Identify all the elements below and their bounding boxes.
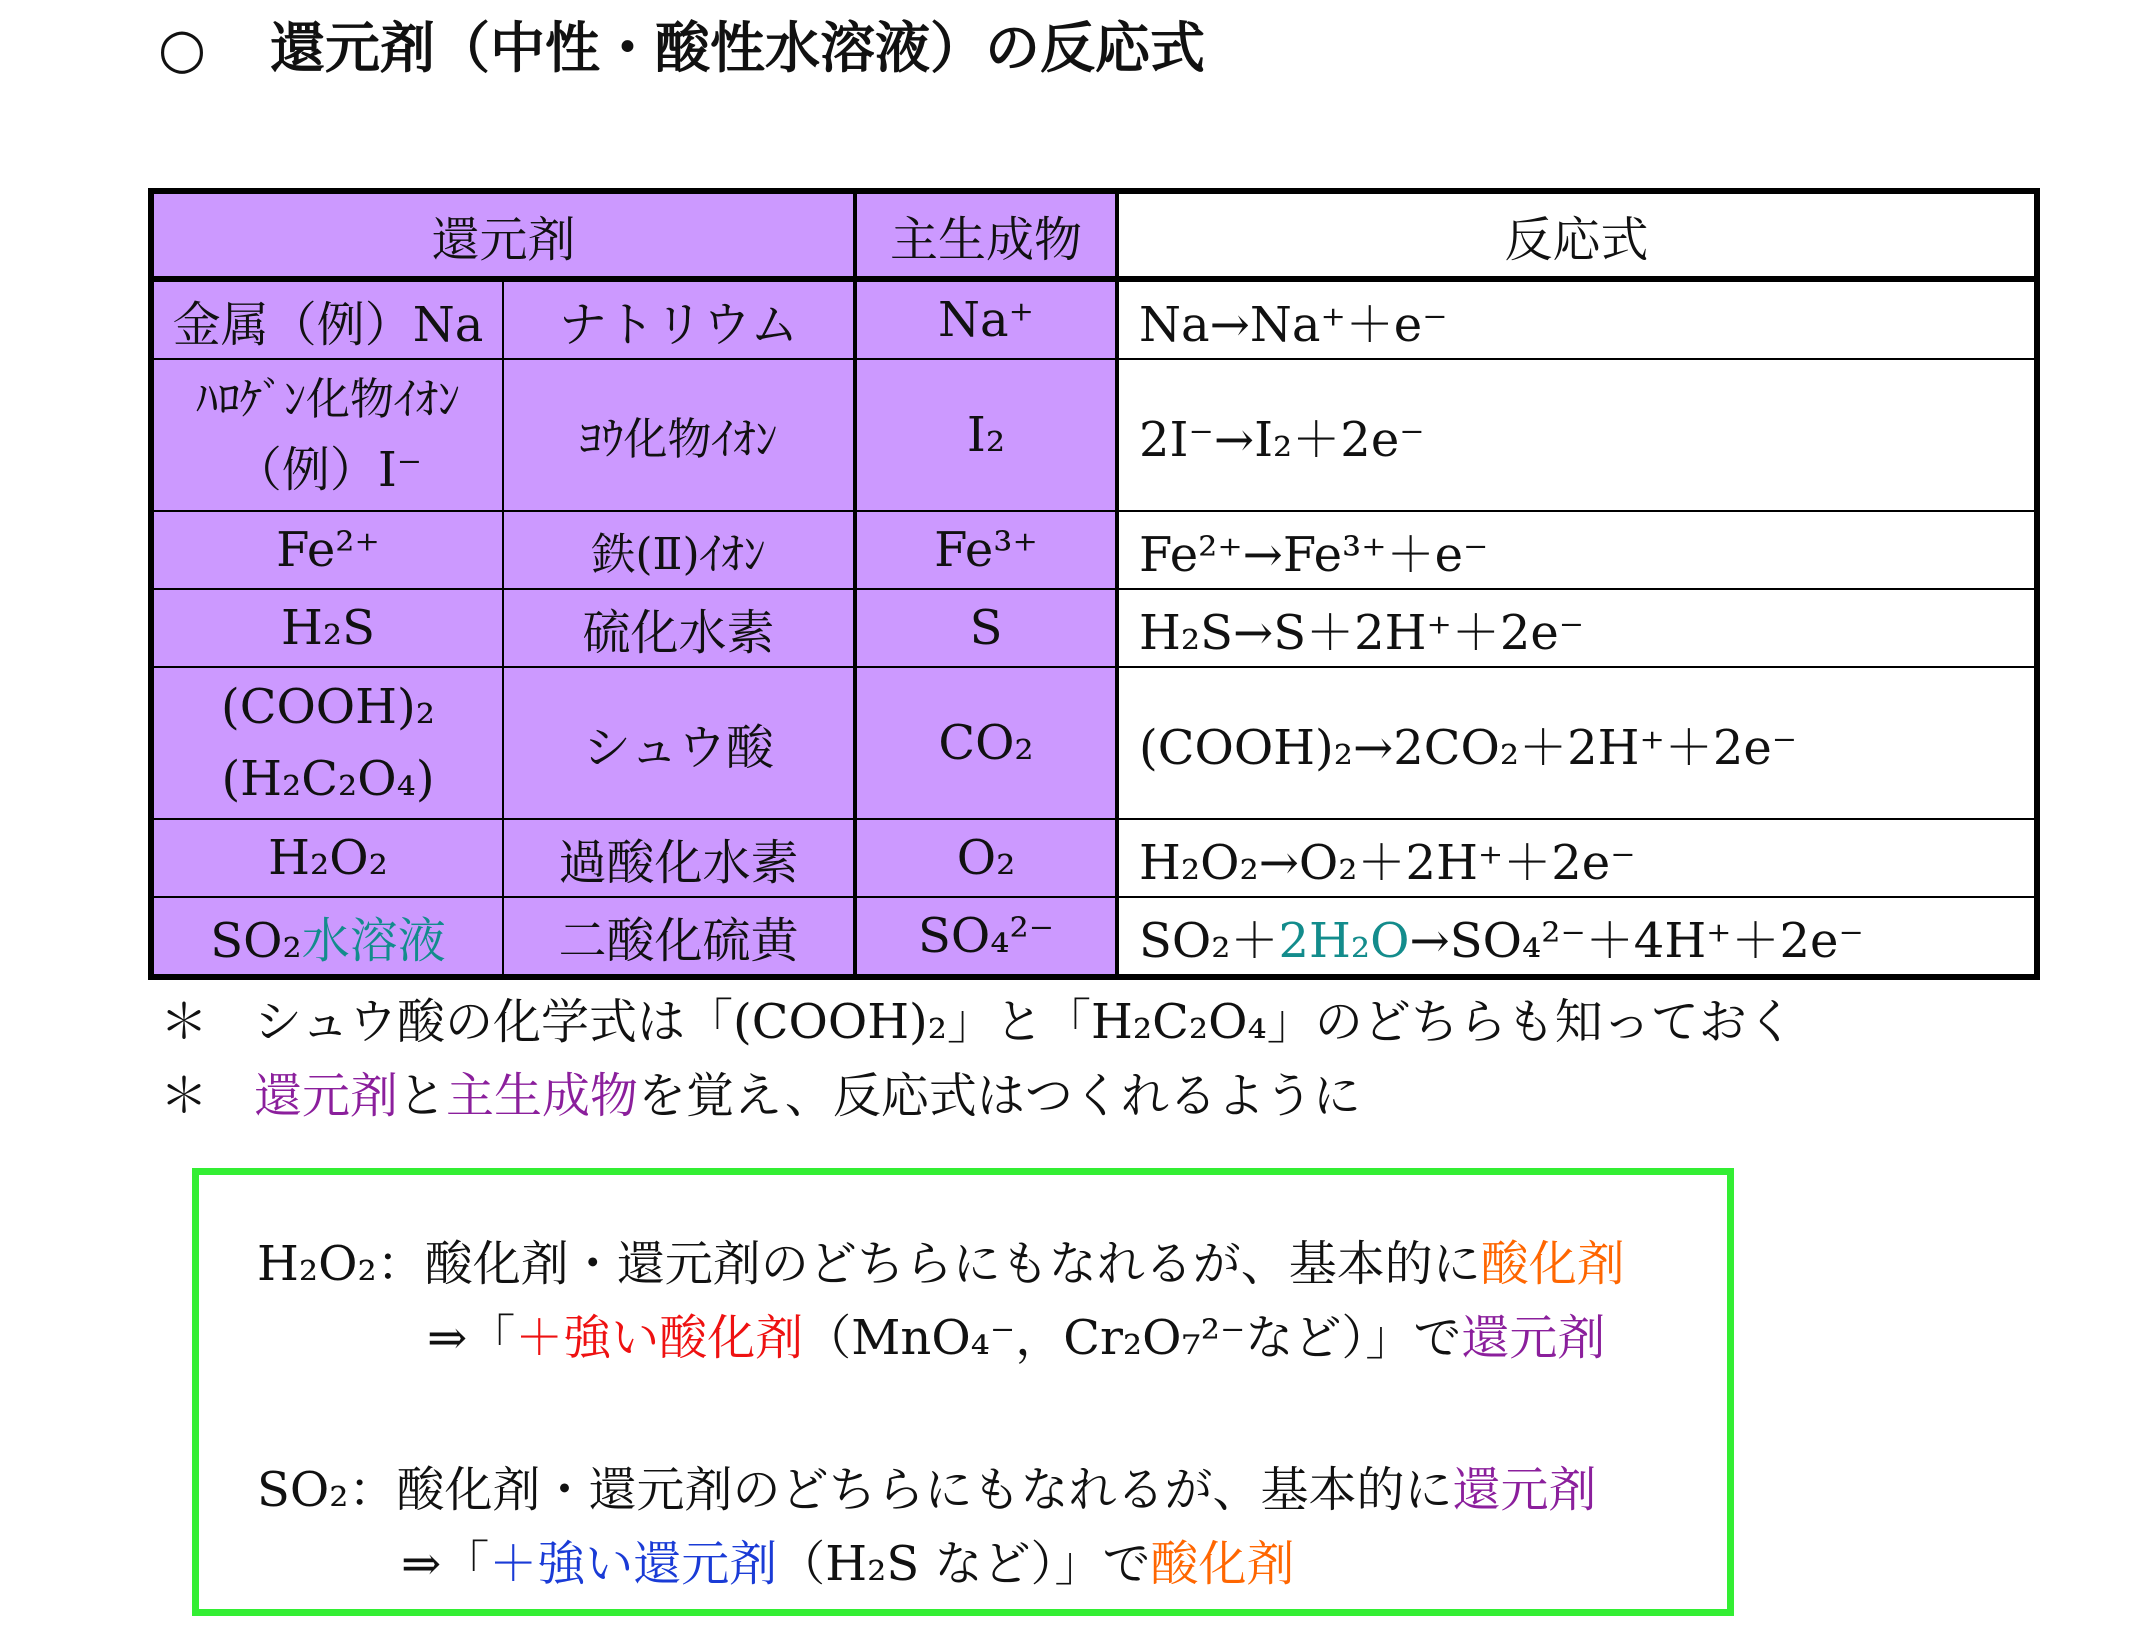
box-highlight: 還元剤 <box>1461 1310 1606 1366</box>
box-highlight: 還元剤 <box>1452 1462 1597 1518</box>
name-cell: ナトリウム <box>503 279 855 359</box>
equation-cell: H₂O₂→O₂＋2H⁺＋2e⁻ <box>1117 819 2037 897</box>
box-highlight: 酸化剤 <box>1150 1536 1295 1592</box>
note-line <box>160 1059 1795 1133</box>
note-text: シュウ酸の化学式は「(COOH)₂」と「H₂C₂O₄」のどちらも知っておく <box>254 994 1795 1050</box>
product-cell: Fe³⁺ <box>855 511 1117 589</box>
equation-cell: (COOH)₂→2CO₂＋2H⁺＋2e⁻ <box>1117 667 2037 819</box>
h2o2-line <box>257 1225 1625 1294</box>
equation-part-highlight: 2H₂O <box>1278 912 1410 969</box>
formula-part: SO₂ <box>210 912 302 969</box>
notes <box>160 985 1795 1133</box>
header-product: 主生成物 <box>855 191 1117 279</box>
formula-line: (H₂C₂O₄) <box>221 751 435 807</box>
name-cell: 過酸化水素 <box>503 819 855 897</box>
equation-cell: H₂S→S＋2H⁺＋2e⁻ <box>1117 589 2037 667</box>
title-text: 還元剤（中性・酸性水溶液）の反応式 <box>270 16 1206 80</box>
product-cell: Na⁺ <box>855 279 1117 359</box>
name-cell: 二酸化硫黄 <box>503 897 855 977</box>
formula-cell: 金属（例）Na <box>151 279 503 359</box>
note-highlight: 還元剤 <box>254 1068 399 1124</box>
summary-box <box>192 1168 1734 1616</box>
formula-line: ﾊﾛｹﾞﾝ化物ｲｵﾝ <box>196 374 460 425</box>
product-cell: O₂ <box>855 819 1117 897</box>
formula-line: （例）I⁻ <box>233 442 423 498</box>
header-reducer: 還元剤 <box>151 191 855 279</box>
formula-cell <box>151 897 503 977</box>
product-cell: SO₄²⁻ <box>855 897 1117 977</box>
equation-cell: Na→Na⁺＋e⁻ <box>1117 279 2037 359</box>
table-row <box>151 511 2037 589</box>
box-highlight: ＋強い酸化剤 <box>515 1310 804 1366</box>
equation-cell <box>1117 897 2037 977</box>
reaction-table <box>148 188 2040 980</box>
name-cell: ﾖｳ化物ｲｵﾝ <box>503 359 855 511</box>
box-highlight: ＋強い還元剤 <box>489 1536 778 1592</box>
box-text: （H₂S など）」で <box>777 1536 1151 1592</box>
title-marker: ○ <box>158 16 206 80</box>
note-highlight: 主生成物 <box>446 1068 639 1124</box>
box-text: ⇒「 <box>401 1536 490 1592</box>
product-cell: CO₂ <box>855 667 1117 819</box>
table-row <box>151 819 2037 897</box>
equation-part: SO₂＋ <box>1139 912 1279 969</box>
table-header-row <box>151 191 2037 279</box>
note-bullet: ＊ <box>160 1068 209 1124</box>
table-row <box>151 279 2037 359</box>
table-row <box>151 667 2037 819</box>
name-cell: 鉄(Ⅱ)ｲｵﾝ <box>503 511 855 589</box>
so2-arrow-line <box>401 1525 1295 1594</box>
equation-part: →SO₄²⁻＋4H⁺＋2e⁻ <box>1409 912 1864 969</box>
header-equation: 反応式 <box>1117 191 2037 279</box>
product-cell: S <box>855 589 1117 667</box>
formula-cell <box>151 359 503 511</box>
formula-cell <box>151 667 503 819</box>
so2-line <box>257 1451 1597 1520</box>
note-line <box>160 985 1795 1059</box>
equation-cell: Fe²⁺→Fe³⁺＋e⁻ <box>1117 511 2037 589</box>
formula-cell: H₂O₂ <box>151 819 503 897</box>
formula-cell: H₂S <box>151 589 503 667</box>
formula-part-highlight: 水溶液 <box>301 912 446 969</box>
box-text: ⇒「 <box>427 1310 516 1366</box>
table-row <box>151 589 2037 667</box>
equation-cell: 2I⁻→I₂＋2e⁻ <box>1117 359 2037 511</box>
box-text: （MnO₄⁻，Cr₂O₇²⁻など）」で <box>803 1310 1462 1366</box>
box-highlight: 酸化剤 <box>1480 1236 1625 1292</box>
table-row <box>151 359 2037 511</box>
note-text: と <box>398 1068 447 1124</box>
note-bullet: ＊ <box>160 994 209 1050</box>
table-row <box>151 897 2037 977</box>
note-text: を覚え、反応式はつくれるように <box>638 1068 1361 1124</box>
h2o2-arrow-line <box>427 1299 1605 1368</box>
formula-cell: Fe²⁺ <box>151 511 503 589</box>
name-cell: シュウ酸 <box>503 667 855 819</box>
box-text: H₂O₂：酸化剤・還元剤のどちらにもなれるが、基本的に <box>257 1236 1481 1292</box>
product-cell: I₂ <box>855 359 1117 511</box>
box-text: SO₂：酸化剤・還元剤のどちらにもなれるが、基本的に <box>257 1462 1453 1518</box>
page-title <box>158 8 1205 88</box>
name-cell: 硫化水素 <box>503 589 855 667</box>
formula-line: (COOH)₂ <box>221 679 435 735</box>
